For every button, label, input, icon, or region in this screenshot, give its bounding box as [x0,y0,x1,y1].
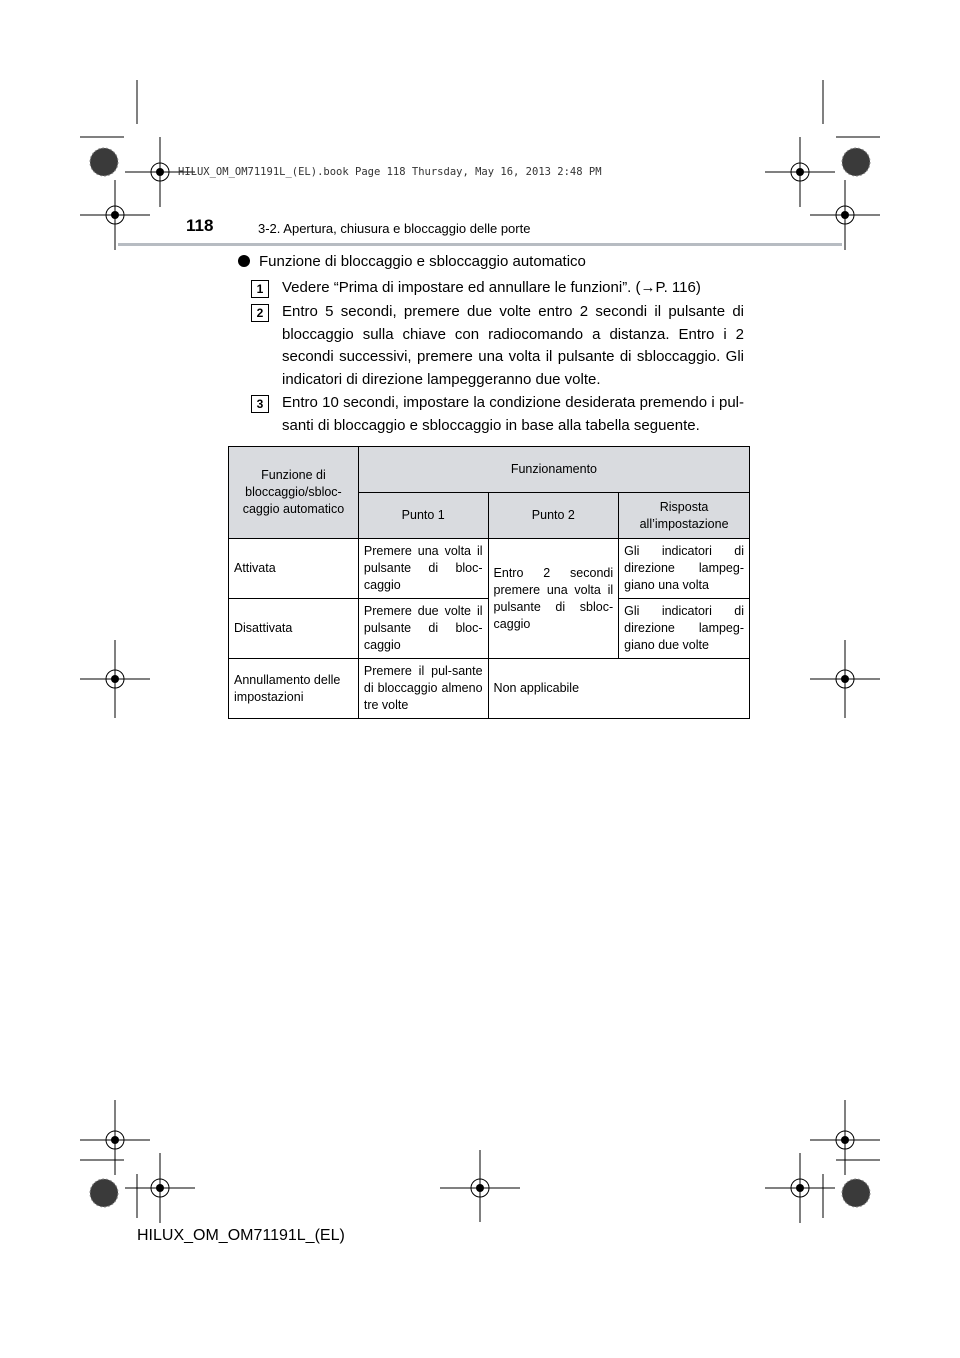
table-header-function: Funzione di bloccaggio/sbloc-caggio automatico [229,447,359,539]
table-header-step1: Punto 1 [358,493,488,539]
feature-heading [238,253,586,270]
table-cell: Gli indicatori di direzione lampeg-giano una volta [619,539,750,599]
table-header-operation: Funzionamento [358,447,749,493]
book-info-line: HILUX_OM_OM71191L_(EL).book Page 118 Thursday, May 16, 2013 2:48 PM [178,166,602,178]
section-title: 3-2. Apertura, chiusura e bloccaggio delle porte [258,221,531,236]
step-number: 2 [251,304,269,322]
settings-table [228,446,750,719]
step-number: 3 [251,395,269,413]
table-cell: Non applicabile [488,659,749,719]
table-row [229,539,750,599]
step-number: 1 [251,280,269,298]
step-text: Vedere “Prima di impostare ed annullare le funzioni”. (→P. 116) [282,279,701,296]
step-text: Entro 5 secondi, premere due volte entro 2 secondi il pulsante di bloccaggio sulla chiave con radiocomando a distanza. Entro i 2 secondi successivi, premere una volta il pulsante di sbloccaggio. Gli indicatori di direzione lampeggeranno due volte. [282,303,744,388]
table-cell: Premere una volta il pulsante di bloc-caggio [358,539,488,599]
table-cell: Attivata [229,539,359,599]
table-cell: Annullamento delle impostazioni [229,659,359,719]
bullet-icon [238,255,250,267]
header-rule [118,243,842,246]
table-header-step2: Punto 2 [488,493,619,539]
table-cell: Premere il pul-sante di bloccaggio almeno tre volte [358,659,488,719]
table-cell: Gli indicatori di direzione lampeg-giano due volte [619,599,750,659]
footer-doc-code: HILUX_OM_OM71191L_(EL) [137,1227,345,1244]
table-row [229,659,750,719]
feature-heading-text: Funzione di bloccaggio e sbloccaggio automatico [259,253,586,270]
table-cell: Entro 2 secondi premere una volta il pulsante di sbloc-caggio [488,539,619,659]
table-cell: Premere due volte il pulsante di bloc-caggio [358,599,488,659]
step-text: Entro 10 secondi, impostare la condizione desiderata premendo i pul-santi di bloccaggio e sbloccaggio in base alla tabella seguente. [282,394,744,434]
page-number: 118 [186,216,214,235]
table-header-response: Risposta all’impostazione [619,493,750,539]
table-cell: Disattivata [229,599,359,659]
